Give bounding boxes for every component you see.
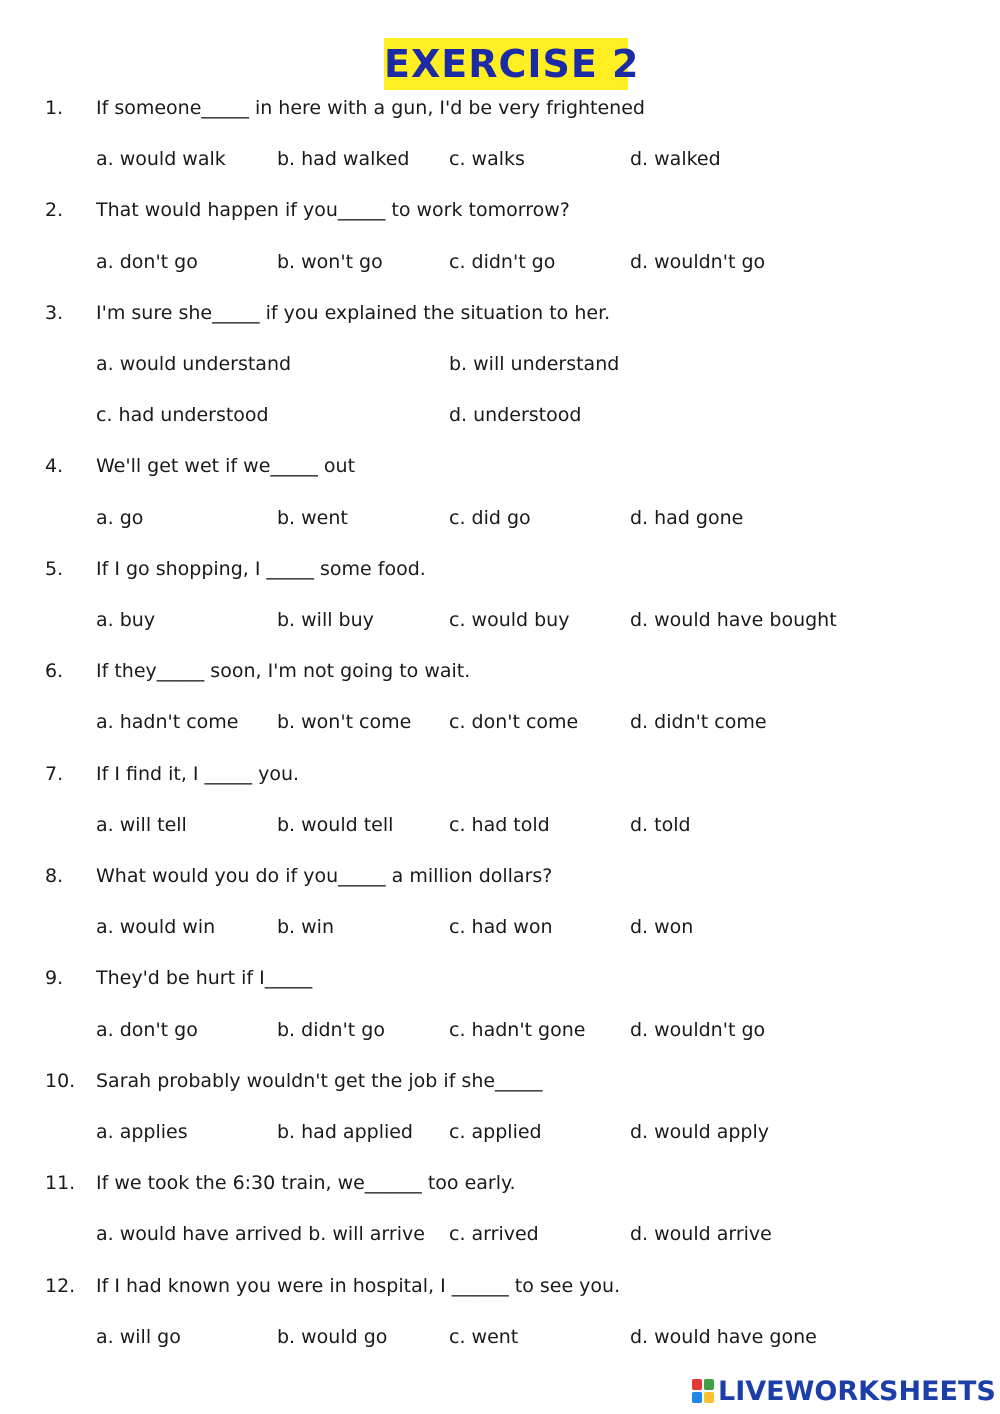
answer-option[interactable]: d. would arrive [630, 1223, 772, 1246]
answer-option[interactable]: a. would win [96, 916, 216, 939]
question-number: 4. [45, 455, 64, 478]
answer-option[interactable]: c. had understood [96, 404, 269, 427]
question-text: I'm sure she_____ if you explained the situation to her. [96, 301, 611, 324]
question-number: 3. [45, 301, 64, 324]
answer-option[interactable]: b. would go [277, 1325, 388, 1348]
question-text: If I find it, I _____ you. [96, 762, 300, 785]
answer-option[interactable]: d. walked [630, 148, 721, 171]
logo-icon [692, 1379, 714, 1403]
answer-option[interactable]: b. won't go [277, 250, 383, 273]
question-number: 10. [45, 1069, 76, 1092]
question-number: 8. [45, 865, 64, 887]
answer-option[interactable]: a. don't go [96, 1018, 198, 1041]
question-text: If I go shopping, I _____ some food. [96, 557, 426, 580]
question-number: 6. [45, 660, 64, 683]
logo-square-yellow [704, 1392, 714, 1403]
question-number: 1. [45, 97, 64, 119]
logo-text: LIVEWORKSHEETS [718, 1375, 996, 1407]
answer-option[interactable]: a. don't go [96, 250, 198, 273]
answer-option[interactable]: b. win [277, 916, 334, 939]
answer-option[interactable]: b. would tell [277, 813, 394, 836]
answer-option[interactable]: b. had walked [277, 148, 410, 171]
answer-option[interactable]: d. had gone [630, 506, 744, 529]
answer-option[interactable]: c. arrived [449, 1223, 539, 1246]
logo-square-blue [692, 1392, 702, 1403]
question-number: 12. [45, 1274, 76, 1297]
question-text: What would you do if you_____ a million dollars? [96, 865, 553, 887]
question-number: 9. [45, 967, 64, 990]
answer-option[interactable]: a. would understand [96, 353, 292, 375]
answer-option[interactable]: d. would apply [630, 1121, 770, 1143]
answer-option[interactable]: b. went [277, 506, 348, 529]
answer-option[interactable]: d. would have gone [630, 1325, 817, 1348]
answer-option[interactable]: c. walks [449, 148, 525, 171]
answer-option[interactable]: c. went [449, 1325, 519, 1348]
question-number: 11. [45, 1172, 76, 1195]
answer-option[interactable]: a. will go [96, 1325, 181, 1348]
answer-option[interactable]: b. didn't go [277, 1018, 385, 1041]
question-text: If we took the 6:30 train, we______ too early. [96, 1172, 516, 1195]
answer-option[interactable]: b. will understand [449, 353, 620, 375]
question-text: That would happen if you_____ to work tomorrow? [96, 199, 570, 222]
page-title: EXERCISE 2 [384, 38, 628, 90]
answer-option[interactable]: d. wouldn't go [630, 250, 766, 273]
answer-option[interactable]: c. didn't go [449, 250, 556, 273]
question-number: 2. [45, 199, 64, 222]
answer-option[interactable]: d. wouldn't go [630, 1018, 766, 1041]
answer-option[interactable]: a. buy [96, 609, 156, 631]
logo-square-green [704, 1379, 714, 1390]
answer-option[interactable]: d. would have bought [630, 609, 837, 631]
logo-square-red [692, 1379, 702, 1390]
answer-option[interactable]: a. hadn't come [96, 711, 239, 734]
answer-option[interactable]: a. will tell [96, 813, 187, 836]
answer-option[interactable]: c. had won [449, 916, 553, 939]
answer-option[interactable]: d. told [630, 813, 691, 836]
answer-option[interactable]: c. did go [449, 506, 531, 529]
answer-option[interactable]: c. don't come [449, 711, 579, 734]
answer-option[interactable]: c. had told [449, 813, 550, 836]
answer-option[interactable]: b. had applied [277, 1121, 413, 1143]
liveworksheets-logo [692, 1374, 996, 1408]
answer-option[interactable]: a. applies [96, 1121, 188, 1143]
answer-option[interactable]: c. would buy [449, 609, 570, 631]
answer-option[interactable]: c. hadn't gone [449, 1018, 586, 1041]
answer-option[interactable]: a. go [96, 506, 144, 529]
answer-option[interactable]: a. would walk [96, 148, 226, 171]
question-text: Sarah probably wouldn't get the job if she_____ [96, 1069, 543, 1092]
answer-option[interactable]: b. won't come [277, 711, 412, 734]
question-text: We'll get wet if we_____ out [96, 455, 356, 478]
question-number: 5. [45, 557, 64, 580]
question-text: If I had known you were in hospital, I ______ to see you. [96, 1274, 621, 1297]
question-number: 7. [45, 762, 64, 785]
answer-option[interactable]: d. didn't come [630, 711, 767, 734]
answer-option[interactable]: a. would have arrived b. will arrive [96, 1223, 425, 1246]
answer-option[interactable]: d. understood [449, 404, 582, 427]
question-text: They'd be hurt if I_____ [96, 967, 313, 990]
answer-option[interactable]: c. applied [449, 1121, 542, 1143]
answer-option[interactable]: b. will buy [277, 609, 374, 631]
question-text: If someone_____ in here with a gun, I'd be very frightened [96, 97, 645, 119]
answer-option[interactable]: d. won [630, 916, 694, 939]
question-text: If they_____ soon, I'm not going to wait. [96, 660, 471, 683]
